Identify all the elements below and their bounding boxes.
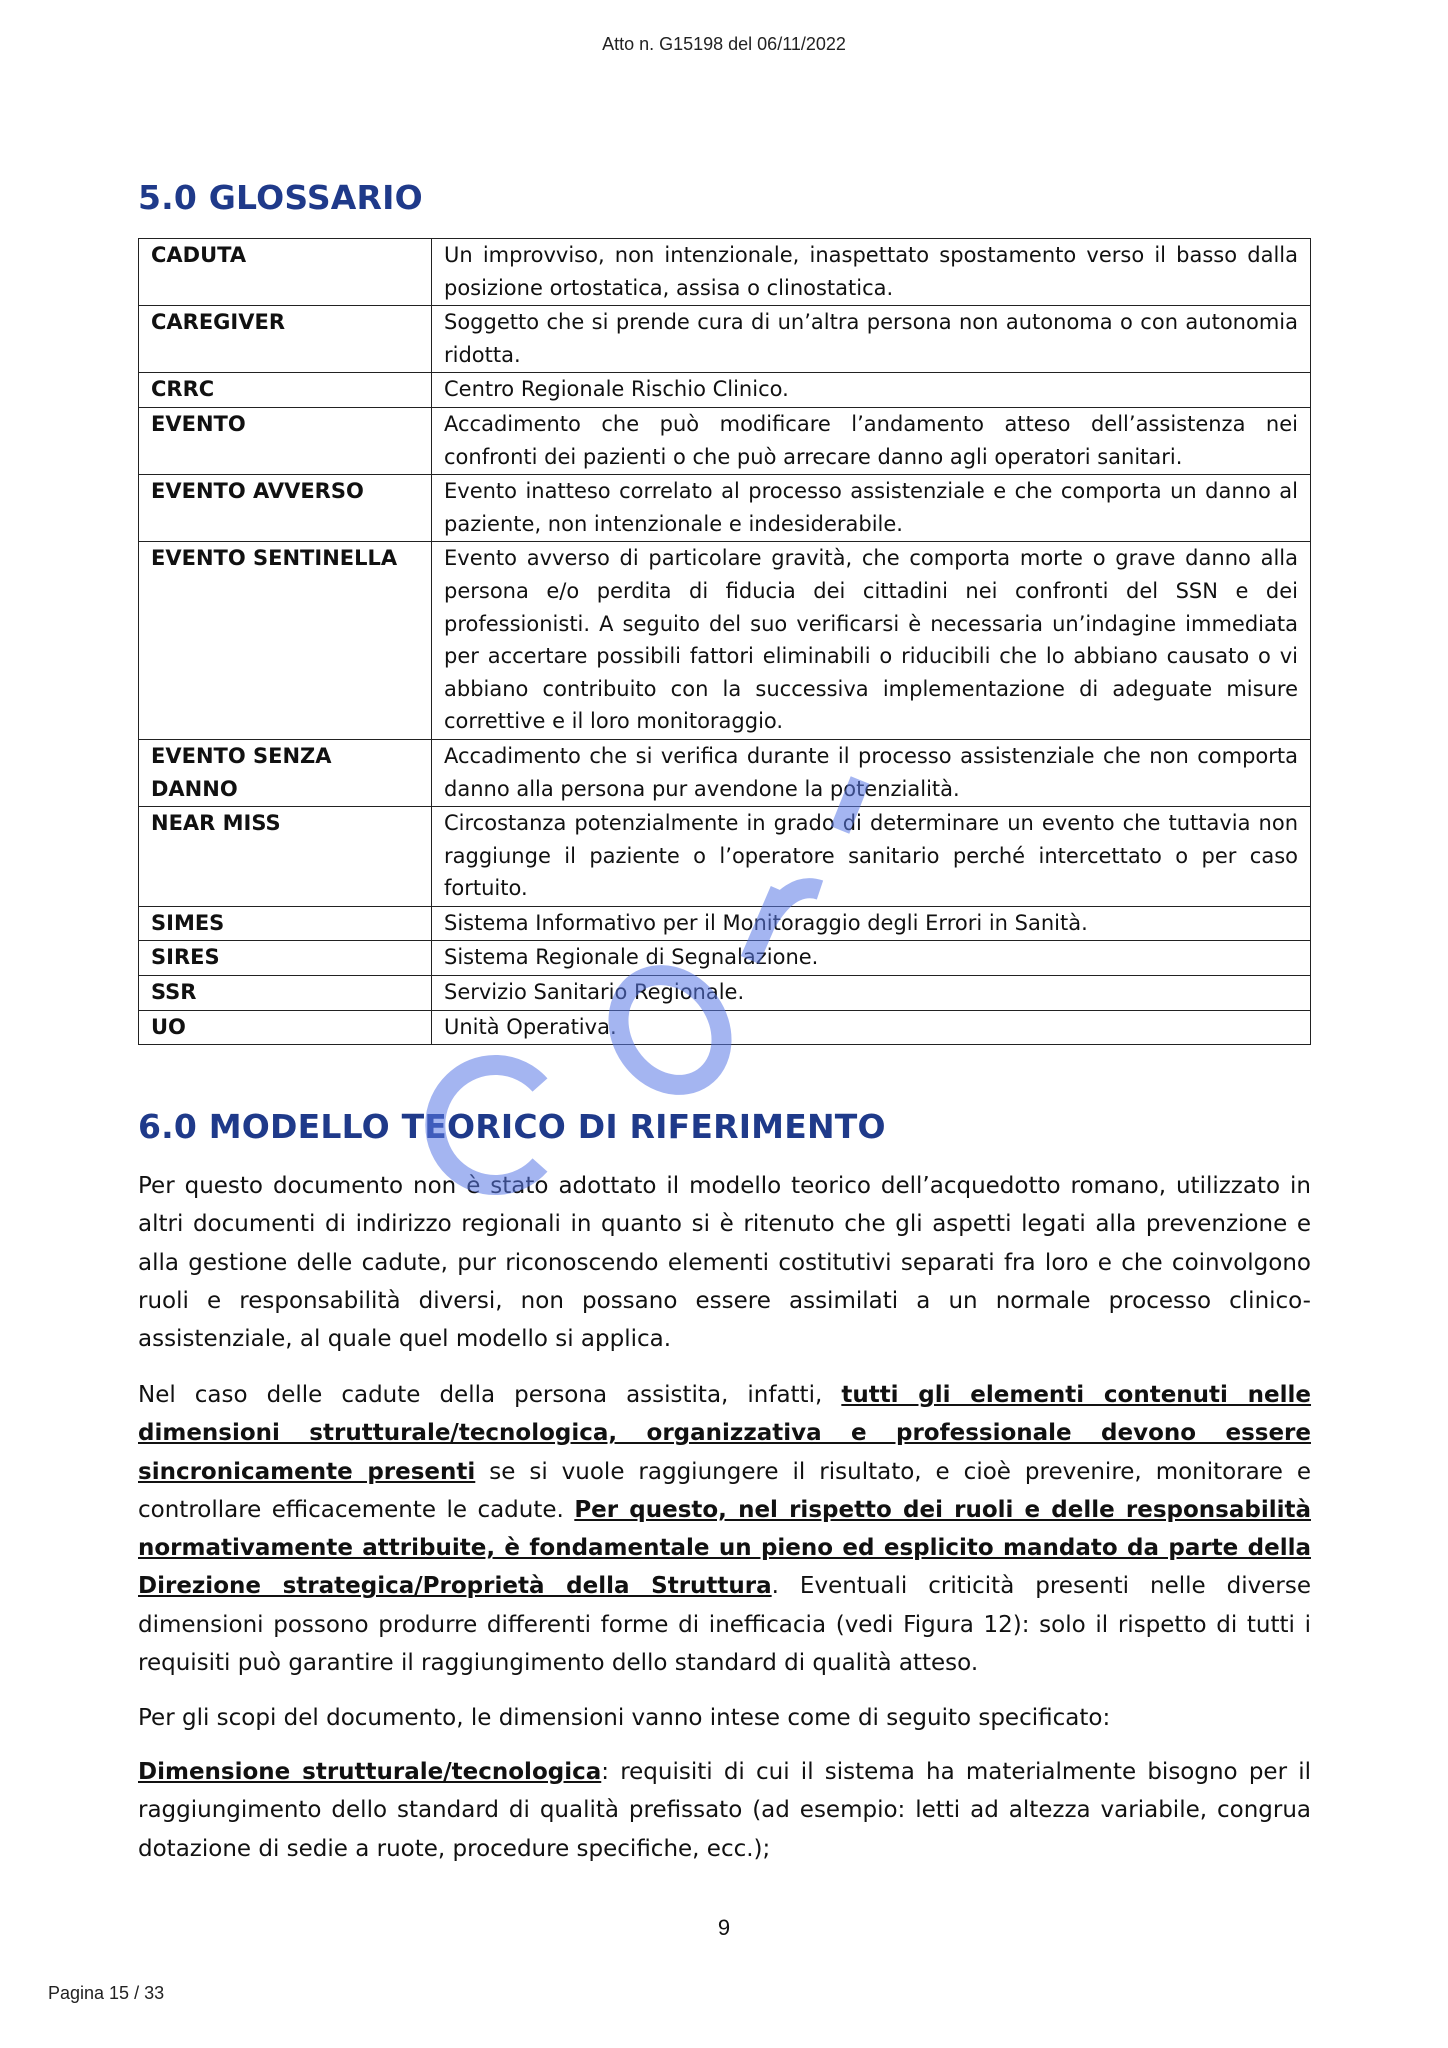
paragraph-scopi: Per gli scopi del documento, le dimensioni vanno intese come di seguito specificato: bbox=[138, 1705, 1111, 1731]
paragraph-dimensione-strutturale bbox=[138, 1753, 1311, 1868]
table-row bbox=[139, 906, 1311, 941]
table-row bbox=[139, 542, 1311, 740]
table-row bbox=[139, 306, 1311, 373]
act-header: Atto n. G15198 del 06/11/2022 bbox=[602, 34, 846, 54]
glossary-term: EVENTO SENZA DANNO bbox=[139, 739, 432, 806]
table-row bbox=[139, 807, 1311, 907]
paragraph-cadute bbox=[138, 1376, 1311, 1682]
glossary-definition: Accadimento che si verifica durante il processo assistenziale che non comporta danno alla persona pur avendone la potenzialità. bbox=[432, 739, 1311, 806]
glossary-definition: Evento avverso di particolare gravità, che comporta morte o grave danno alla persona e/o perdita di fiducia dei cittadini nei confronti del SSN e dei professionisti. A seguito del suo verificarsi è necessaria un’indagine immediata per accertare possibili fattori eliminabili o riducibili che lo abbiano causato o vi abbiano contribuito con la successiva implementazione di adeguate misure correttive e il loro monitoraggio. bbox=[432, 542, 1311, 740]
glossary-table bbox=[138, 238, 1311, 1045]
glossary-definition: Un improvviso, non intenzionale, inaspettato spostamento verso il basso dalla posizione ortostatica, assisa o clinostatica. bbox=[432, 239, 1311, 306]
table-row bbox=[139, 976, 1311, 1011]
page-number: 9 bbox=[717, 1915, 731, 1940]
glossary-definition: Unità Operativa. bbox=[432, 1010, 1311, 1045]
table-row bbox=[139, 239, 1311, 306]
section-title-modello: 6.0 MODELLO TEORICO DI RIFERIMENTO bbox=[138, 1107, 886, 1146]
section-title-glossario: 5.0 GLOSSARIO bbox=[138, 178, 423, 217]
glossary-term: CRRC bbox=[139, 373, 432, 408]
glossary-term: EVENTO bbox=[139, 407, 432, 474]
glossary-term: CAREGIVER bbox=[139, 306, 432, 373]
paragraph-cadute-text-c: se si vuole raggiungere il risultato, e cioè prevenire, monitorare e controllare efficacemente le cadute. bbox=[138, 1458, 1311, 1523]
paragraph-cadute-text-a: Nel caso delle cadute della persona assistita, infatti, bbox=[138, 1382, 842, 1408]
table-row bbox=[139, 407, 1311, 474]
glossary-definition: Soggetto che si prende cura di un’altra persona non autonoma o con autonomia ridotta. bbox=[432, 306, 1311, 373]
glossary-definition: Evento inatteso correlato al processo assistenziale e che comporta un danno al paziente, non intenzionale e indesiderabile. bbox=[432, 475, 1311, 542]
glossary-term: UO bbox=[139, 1010, 432, 1045]
glossary-term: SSR bbox=[139, 976, 432, 1011]
table-row bbox=[139, 373, 1311, 408]
table-row bbox=[139, 941, 1311, 976]
glossary-term: SIRES bbox=[139, 941, 432, 976]
text-dimensione-strutturale: : requisiti di cui il sistema ha materialmente bisogno per il raggiungimento dello standard di qualità prefissato (ad esempio: letti ad altezza variabile, congrua dotazione di sedie a ruote, procedure specifiche, ecc.); bbox=[138, 1759, 1311, 1862]
glossary-term: CADUTA bbox=[139, 239, 432, 306]
glossary-term: NEAR MISS bbox=[139, 807, 432, 907]
footer-pagination: Pagina 15 / 33 bbox=[48, 1983, 165, 2003]
emphasis-elementi-dimensioni: tutti gli elementi contenuti nelle dimensioni strutturale/tecnologica, organizzativa e professionale devono essere sincronicamente presenti bbox=[138, 1382, 1312, 1485]
glossary-definition: Sistema Regionale di Segnalazione. bbox=[432, 941, 1311, 976]
glossary-definition: Sistema Informativo per il Monitoraggio degli Errori in Sanità. bbox=[432, 906, 1311, 941]
table-row bbox=[139, 1010, 1311, 1045]
glossary-definition: Accadimento che può modificare l’andamento atteso dell’assistenza nei confronti dei pazienti o che può arrecare danno agli operatori sanitari. bbox=[432, 407, 1311, 474]
glossary-term: EVENTO SENTINELLA bbox=[139, 542, 432, 740]
glossary-term: SIMES bbox=[139, 906, 432, 941]
glossary-definition: Centro Regionale Rischio Clinico. bbox=[432, 373, 1311, 408]
paragraph-cadute-text-e: . Eventuali criticità presenti nelle diverse dimensioni possono produrre differenti forme di inefficacia (vedi Figura 12): solo il rispetto di tutti i requisiti può garantire il raggiungimento dello standard di qualità atteso. bbox=[138, 1573, 1311, 1677]
label-dimensione-strutturale: Dimensione strutturale/tecnologica bbox=[138, 1759, 602, 1785]
glossary-definition: Circostanza potenzialmente in grado di determinare un evento che tuttavia non raggiunge il paziente o l’operatore sanitario perché intercettato o per caso fortuito. bbox=[432, 807, 1311, 907]
glossary-term: EVENTO AVVERSO bbox=[139, 475, 432, 542]
glossary-definition: Servizio Sanitario Regionale. bbox=[432, 976, 1311, 1011]
table-row bbox=[139, 739, 1311, 806]
paragraph-modello-intro: Per questo documento non è stato adottato il modello teorico dell’acquedotto romano, utilizzato in altri documenti di indirizzo regionali in quanto si è ritenuto che gli aspetti legati alla prevenzione e alla gestione delle cadute, pur riconoscendo elementi costitutivi separati fra loro e che coinvolgono ruoli e responsabilità diversi, non possano essere assimilati a un normale processo clinico-assistenziale, al quale quel modello si applica. bbox=[138, 1173, 1311, 1353]
emphasis-mandato-direzione: Per questo, nel rispetto dei ruoli e delle responsabilità normativamente attribuite, è fondamentale un pieno ed esplicito mandato da parte della Direzione strategica/Proprietà della Struttura bbox=[138, 1496, 1311, 1600]
table-row bbox=[139, 475, 1311, 542]
